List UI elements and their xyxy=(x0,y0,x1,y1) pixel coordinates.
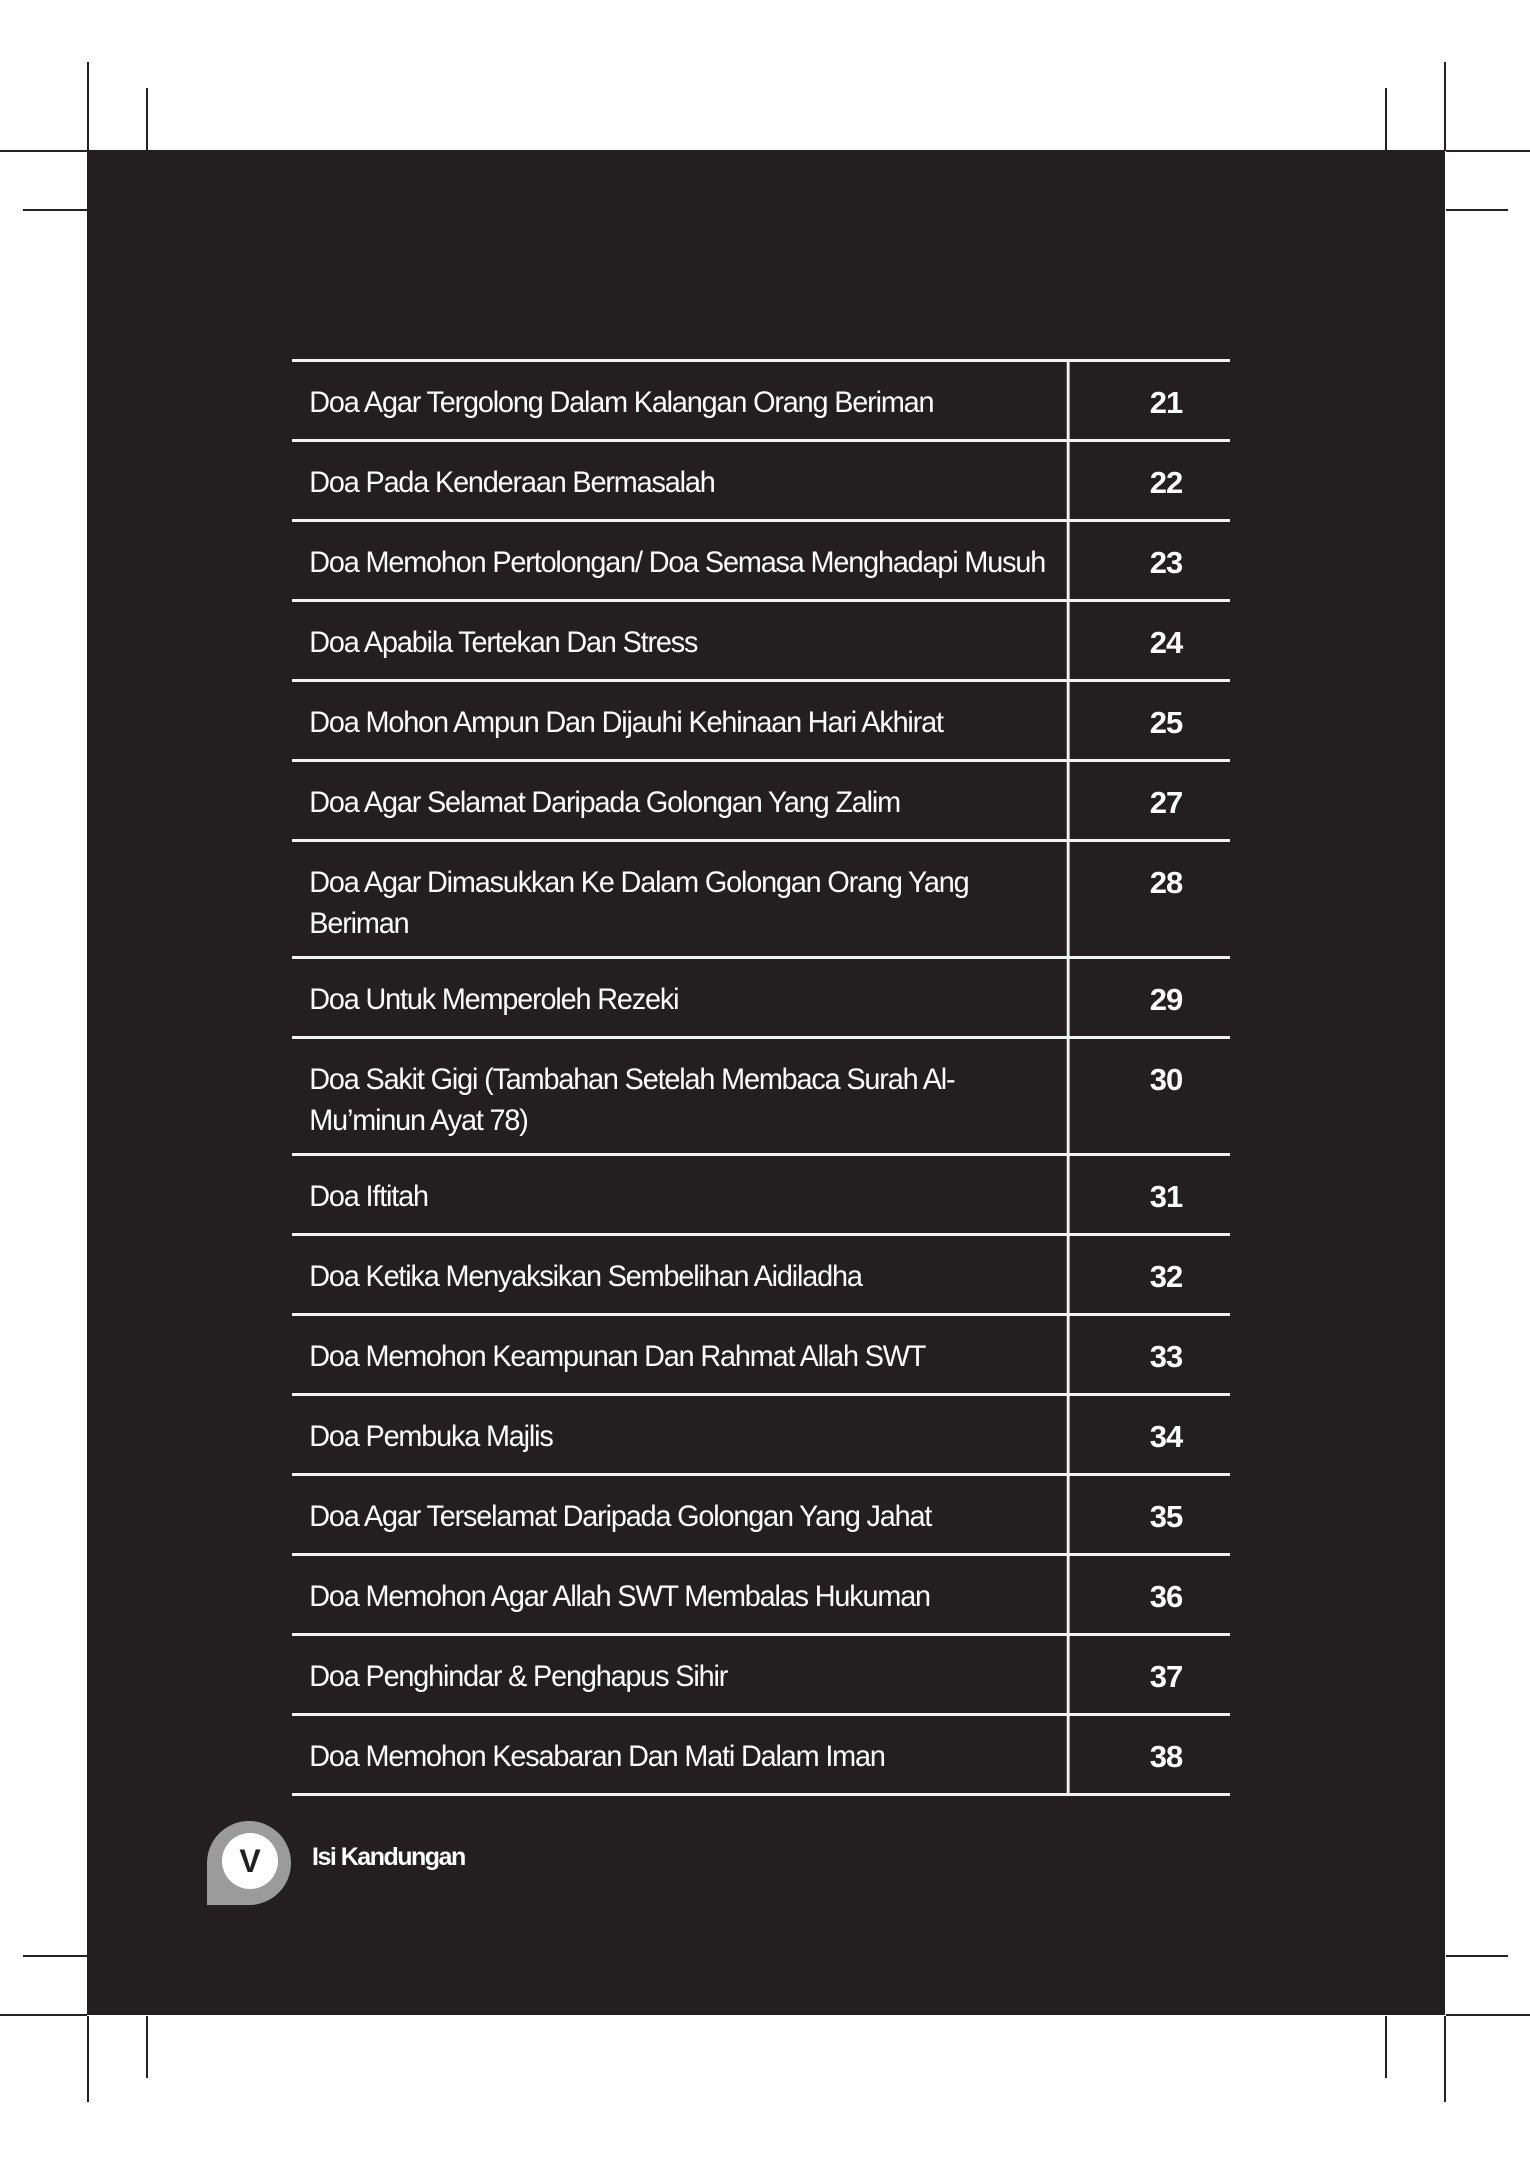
crop-mark xyxy=(1385,2016,1387,2078)
toc-row[interactable] xyxy=(292,1476,1230,1556)
crop-mark xyxy=(146,88,148,151)
toc-entry-title: Doa Memohon Pertolongan/ Doa Semasa Menghadapi Musuh xyxy=(292,522,1070,599)
crop-mark xyxy=(1446,209,1508,211)
toc-row[interactable] xyxy=(292,1236,1230,1316)
toc-entry-page: 22 xyxy=(1149,465,1183,500)
toc-entry-page: 21 xyxy=(1149,385,1183,420)
toc-entry-page: 35 xyxy=(1149,1499,1183,1534)
toc-entry-title: Doa Mohon Ampun Dan Dijauhi Kehinaan Hari Akhirat xyxy=(292,682,1070,759)
toc-entry-title: Doa Memohon Keampunan Dan Rahmat Allah SWT xyxy=(292,1316,1070,1393)
toc-entry-page: 30 xyxy=(1149,1062,1183,1097)
toc-entry-page: 34 xyxy=(1149,1419,1183,1454)
toc-row[interactable] xyxy=(292,442,1230,522)
toc-row[interactable] xyxy=(292,682,1230,762)
toc-row[interactable] xyxy=(292,1039,1230,1156)
toc-entry-page: 29 xyxy=(1149,982,1183,1017)
crop-mark xyxy=(0,150,87,152)
crop-mark xyxy=(146,2016,148,2078)
table-of-contents xyxy=(292,359,1230,1796)
crop-mark xyxy=(1444,2016,1446,2102)
crop-mark xyxy=(1446,2014,1530,2016)
toc-entry-title: Doa Penghindar & Penghapus Sihir xyxy=(292,1636,1070,1713)
toc-row[interactable] xyxy=(292,602,1230,682)
toc-entry-title: Doa Memohon Kesabaran Dan Mati Dalam Iman xyxy=(292,1716,1070,1793)
toc-entry-title: Doa Apabila Tertekan Dan Stress xyxy=(292,602,1070,679)
toc-entry-page: 31 xyxy=(1149,1179,1183,1214)
toc-entry-title: Doa Untuk Memperoleh Rezeki xyxy=(292,959,1070,1036)
toc-entry-title: Doa Iftitah xyxy=(292,1156,1070,1233)
crop-mark xyxy=(0,2014,87,2016)
toc-row[interactable] xyxy=(292,1636,1230,1716)
toc-entry-title: Doa Sakit Gigi (Tambahan Setelah Membaca Surah Al-Mu’minun Ayat 78) xyxy=(292,1039,1070,1153)
toc-entry-title: Doa Agar Dimasukkan Ke Dalam Golongan Orang Yang Beriman xyxy=(292,842,1070,956)
toc-entry-page: 36 xyxy=(1149,1579,1183,1614)
toc-row[interactable] xyxy=(292,1156,1230,1236)
crop-mark xyxy=(1446,1955,1508,1957)
crop-mark xyxy=(23,209,87,211)
page-numeral: V xyxy=(222,1833,278,1889)
toc-entry-title: Doa Agar Tergolong Dalam Kalangan Orang Beriman xyxy=(292,362,1070,439)
toc-row[interactable] xyxy=(292,959,1230,1039)
toc-entry-page: 23 xyxy=(1149,545,1183,580)
toc-row[interactable] xyxy=(292,1316,1230,1396)
toc-entry-title: Doa Agar Selamat Daripada Golongan Yang Zalim xyxy=(292,762,1070,839)
toc-entry-page: 25 xyxy=(1149,705,1183,740)
toc-entry-title: Doa Pada Kenderaan Bermasalah xyxy=(292,442,1070,519)
toc-entry-title: Doa Pembuka Majlis xyxy=(292,1396,1070,1473)
toc-row[interactable] xyxy=(292,522,1230,602)
page-number-badge xyxy=(207,1821,291,1905)
toc-entry-page: 37 xyxy=(1149,1659,1183,1694)
toc-row[interactable] xyxy=(292,1396,1230,1476)
crop-mark xyxy=(23,1955,87,1957)
toc-entry-title: Doa Agar Terselamat Daripada Golongan Yang Jahat xyxy=(292,1476,1070,1553)
toc-entry-page: 38 xyxy=(1149,1739,1183,1774)
crop-mark xyxy=(1444,62,1446,151)
toc-entry-page: 32 xyxy=(1149,1259,1183,1294)
toc-row[interactable] xyxy=(292,1716,1230,1796)
crop-mark xyxy=(87,62,89,151)
toc-entry-title: Doa Ketika Menyaksikan Sembelihan Aidiladha xyxy=(292,1236,1070,1313)
toc-row[interactable] xyxy=(292,762,1230,842)
crop-mark xyxy=(1385,88,1387,151)
section-label: Isi Kandungan xyxy=(312,1843,465,1871)
toc-entry-title: Doa Memohon Agar Allah SWT Membalas Hukuman xyxy=(292,1556,1070,1633)
toc-row[interactable] xyxy=(292,842,1230,959)
toc-entry-page: 27 xyxy=(1149,785,1183,820)
toc-entry-page: 28 xyxy=(1149,865,1183,900)
toc-row[interactable] xyxy=(292,362,1230,442)
toc-row[interactable] xyxy=(292,1556,1230,1636)
crop-mark xyxy=(87,2016,89,2102)
toc-entry-page: 33 xyxy=(1149,1339,1183,1374)
toc-entry-page: 24 xyxy=(1149,625,1183,660)
crop-mark xyxy=(1446,150,1530,152)
